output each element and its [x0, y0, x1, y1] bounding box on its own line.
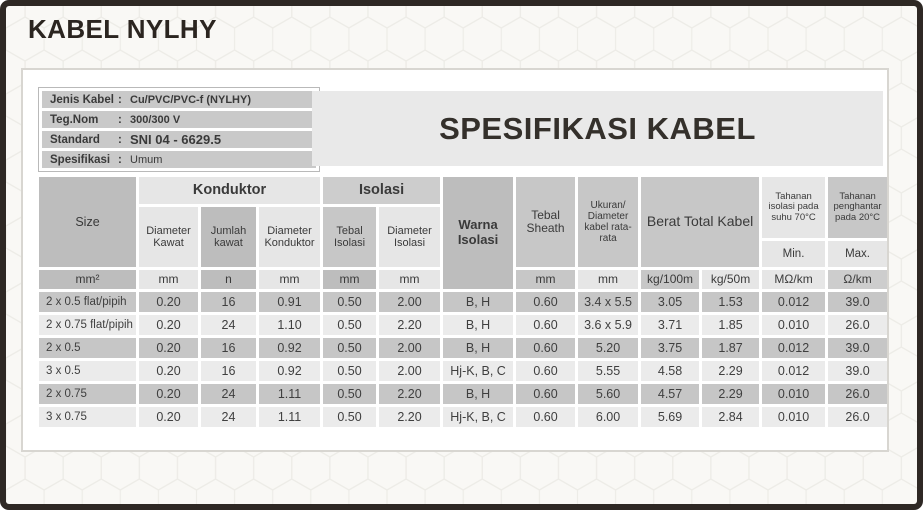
- table-cell: B, H: [443, 315, 513, 335]
- header-ukuran-diameter: Ukuran/ Diameter kabel rata-rata: [578, 177, 638, 267]
- table-cell: 26.0: [828, 384, 887, 404]
- table-cell: 0.012: [762, 338, 825, 358]
- table-cell: 0.60: [516, 338, 575, 358]
- table-cell: 0.20: [139, 292, 198, 312]
- table-cell-size: 2 x 0.75: [39, 384, 136, 404]
- header-min: Min.: [762, 241, 825, 267]
- table-cell: 1.10: [259, 315, 320, 335]
- header-diameter-isolasi: Diameter Isolasi: [379, 207, 440, 267]
- info-row-teg-nom: [42, 111, 316, 128]
- table-cell: 2.20: [379, 407, 440, 427]
- header-diameter-konduktor: Diameter Konduktor: [259, 207, 320, 267]
- header-tebal-isolasi: Tebal Isolasi: [323, 207, 376, 267]
- table-row: [39, 338, 887, 358]
- table-row: [39, 315, 887, 335]
- header-tebal-sheath: Tebal Sheath: [516, 177, 575, 267]
- header-group-isolasi: Isolasi: [323, 177, 440, 204]
- table-cell: 0.012: [762, 361, 825, 381]
- info-colon: :: [118, 133, 122, 146]
- table-cell: B, H: [443, 338, 513, 358]
- info-colon: :: [118, 113, 122, 126]
- spec-title: SPESIFIKASI KABEL: [439, 110, 756, 146]
- table-cell: 24: [201, 315, 256, 335]
- table-cell: 0.20: [139, 407, 198, 427]
- unit-cell: mm: [578, 270, 638, 289]
- page-title: KABEL NYLHY: [28, 14, 217, 44]
- table-cell: 0.60: [516, 292, 575, 312]
- table-cell: 1.53: [702, 292, 759, 312]
- unit-cell: kg/50m: [702, 270, 759, 289]
- table-cell: 1.87: [702, 338, 759, 358]
- content-panel: [21, 68, 889, 452]
- table-cell: 0.91: [259, 292, 320, 312]
- table-cell: 0.010: [762, 384, 825, 404]
- table-cell: 3.71: [641, 315, 699, 335]
- table-cell: 0.50: [323, 292, 376, 312]
- table-cell: 0.50: [323, 361, 376, 381]
- unit-cell: mm: [323, 270, 376, 289]
- table-cell-size: 2 x 0.5: [39, 338, 136, 358]
- info-label: Teg.Nom: [50, 113, 99, 126]
- info-label: Spesifikasi: [50, 153, 111, 166]
- table-cell: 2.84: [702, 407, 759, 427]
- header-diameter-kawat: Diameter Kawat: [139, 207, 198, 267]
- info-row-standard: [42, 131, 316, 148]
- table-cell-size: 2 x 0.75 flat/pipih: [39, 315, 136, 335]
- table-cell: 2.29: [702, 384, 759, 404]
- info-colon: :: [118, 153, 122, 166]
- cable-info-box: [38, 87, 320, 172]
- spec-title-box: [312, 91, 883, 166]
- table-cell: 2.00: [379, 338, 440, 358]
- table-cell: 0.60: [516, 384, 575, 404]
- table-cell: 2.00: [379, 292, 440, 312]
- header-row-groups: [39, 177, 887, 204]
- table-row: [39, 407, 887, 427]
- table-cell: 16: [201, 292, 256, 312]
- info-value: Umum: [130, 153, 163, 166]
- table-cell: 26.0: [828, 407, 887, 427]
- table-cell: 0.50: [323, 338, 376, 358]
- table-cell: 0.20: [139, 338, 198, 358]
- table-cell: 5.60: [578, 384, 638, 404]
- table-cell: 0.92: [259, 338, 320, 358]
- page-background: [6, 6, 917, 504]
- table-cell-size: 3 x 0.75: [39, 407, 136, 427]
- table-cell: 3.6 x 5.9: [578, 315, 638, 335]
- table-cell-size: 3 x 0.5: [39, 361, 136, 381]
- table-cell: 39.0: [828, 361, 887, 381]
- table-row: [39, 384, 887, 404]
- info-colon: :: [118, 93, 122, 106]
- table-cell: 5.69: [641, 407, 699, 427]
- header-jumlah-kawat: Jumlah kawat: [201, 207, 256, 267]
- table-cell: 3.75: [641, 338, 699, 358]
- table-cell: 2.20: [379, 384, 440, 404]
- table-cell: 6.00: [578, 407, 638, 427]
- table-cell-size: 2 x 0.5 flat/pipih: [39, 292, 136, 312]
- table-cell: 26.0: [828, 315, 887, 335]
- unit-cell: mm: [516, 270, 575, 289]
- unit-cell: mm: [139, 270, 198, 289]
- table-cell: B, H: [443, 384, 513, 404]
- info-label: Jenis Kabel: [50, 93, 114, 106]
- table-cell: 2.00: [379, 361, 440, 381]
- specification-table: [36, 174, 890, 430]
- table-cell: 0.60: [516, 361, 575, 381]
- table-cell: 0.60: [516, 315, 575, 335]
- unit-cell: mm²: [39, 270, 136, 289]
- table-cell: 0.20: [139, 315, 198, 335]
- table-cell: Hj-K, B, C: [443, 361, 513, 381]
- table-row: [39, 292, 887, 312]
- info-row-jenis-kabel: [42, 91, 316, 108]
- table-cell: 0.010: [762, 407, 825, 427]
- info-value: SNI 04 - 6629.5: [130, 132, 222, 147]
- table-cell: 39.0: [828, 292, 887, 312]
- table-cell: 2.20: [379, 315, 440, 335]
- table-cell: 1.11: [259, 407, 320, 427]
- table-cell: 0.50: [323, 407, 376, 427]
- table-cell: 16: [201, 361, 256, 381]
- info-label: Standard: [50, 133, 100, 146]
- table-cell: 4.58: [641, 361, 699, 381]
- header-tahanan-penghantar: Tahanan penghantar pada 20°C: [828, 177, 887, 238]
- table-cell: 0.20: [139, 384, 198, 404]
- table-cell: 3.4 x 5.5: [578, 292, 638, 312]
- table-cell: 0.012: [762, 292, 825, 312]
- unit-cell: mm: [379, 270, 440, 289]
- info-value: 300/300 V: [130, 113, 181, 126]
- unit-cell: Ω/km: [828, 270, 887, 289]
- table-cell: 1.85: [702, 315, 759, 335]
- unit-cell: n: [201, 270, 256, 289]
- header-berat-total: Berat Total Kabel: [641, 177, 759, 267]
- table-cell: 24: [201, 407, 256, 427]
- table-cell: 0.20: [139, 361, 198, 381]
- table-cell: 24: [201, 384, 256, 404]
- header-max: Max.: [828, 241, 887, 267]
- table-cell: 1.11: [259, 384, 320, 404]
- table-cell: 2.29: [702, 361, 759, 381]
- unit-cell: MΩ/km: [762, 270, 825, 289]
- table-cell: 3.05: [641, 292, 699, 312]
- table-cell: 39.0: [828, 338, 887, 358]
- header-tahanan-isolasi: Tahanan isolasi pada suhu 70°C: [762, 177, 825, 238]
- header-warna-isolasi: Warna Isolasi: [443, 177, 513, 289]
- table-cell: 0.60: [516, 407, 575, 427]
- table-cell: 4.57: [641, 384, 699, 404]
- header-group-konduktor: Konduktor: [139, 177, 320, 204]
- table-cell: 5.20: [578, 338, 638, 358]
- table-cell: 0.010: [762, 315, 825, 335]
- table-cell: B, H: [443, 292, 513, 312]
- info-value: Cu/PVC/PVC-f (NYLHY): [130, 93, 251, 106]
- unit-cell: mm: [259, 270, 320, 289]
- table-cell: Hj-K, B, C: [443, 407, 513, 427]
- table-cell: 16: [201, 338, 256, 358]
- unit-cell: kg/100m: [641, 270, 699, 289]
- header-size: Size: [39, 177, 136, 267]
- table-cell: 0.92: [259, 361, 320, 381]
- table-cell: 0.50: [323, 384, 376, 404]
- table-cell: 5.55: [578, 361, 638, 381]
- info-row-spesifikasi: [42, 151, 316, 168]
- table-row: [39, 361, 887, 381]
- table-cell: 0.50: [323, 315, 376, 335]
